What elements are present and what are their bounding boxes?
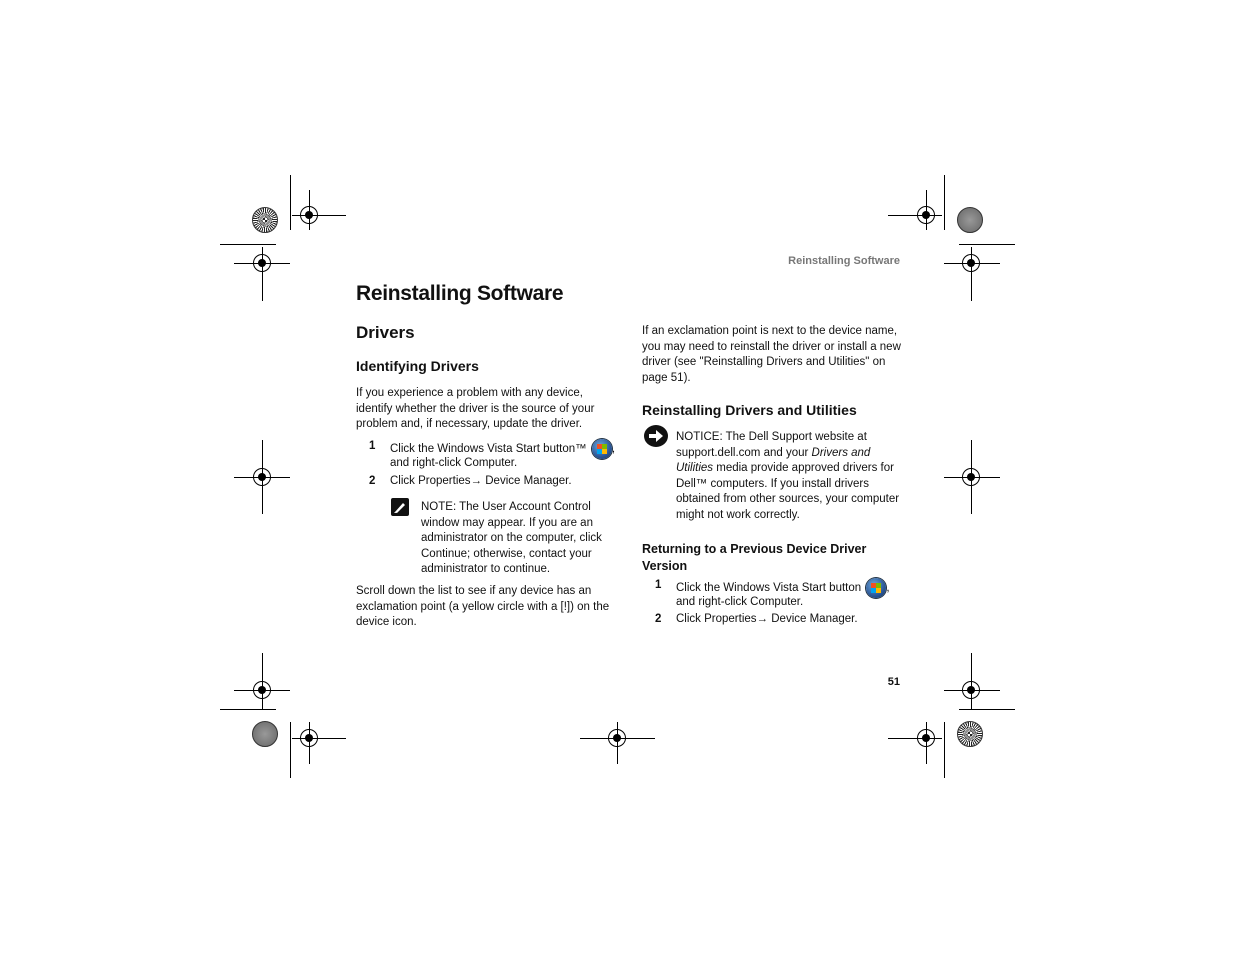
- subheading-line: Returning to a Previous Device Driver: [642, 542, 867, 556]
- star-target-icon: [252, 207, 278, 233]
- notice-text-part: media provide approved drivers for: [713, 462, 894, 474]
- note-pencil-icon: [391, 498, 409, 516]
- scroll-line: Scroll down the list to see if any device has an: [356, 585, 592, 597]
- subheading-returning-driver: [642, 541, 866, 575]
- note-line: [421, 500, 621, 516]
- notice-label: NOTICE:: [676, 431, 723, 443]
- registration-mark-icon: [962, 254, 980, 272]
- arrow-glyph: →: [470, 475, 483, 487]
- star-target-icon: [957, 721, 983, 747]
- media-title-italic: Utilities: [676, 462, 714, 474]
- registration-mark-icon: [253, 254, 271, 272]
- note-line: administrator to continue.: [421, 563, 551, 575]
- intro-paragraph: [356, 386, 616, 433]
- ui-term-computer: Computer: [464, 457, 514, 469]
- intro-line: identify whether the driver is the source of your: [356, 402, 595, 415]
- exclamation-line: driver (see "Reinstalling Drivers and Utilities" on: [642, 356, 886, 368]
- punct: .: [514, 457, 518, 469]
- registration-mark-icon: [962, 681, 980, 699]
- ui-term-continue: Continue: [421, 547, 468, 560]
- step-text: and right-click: [390, 457, 465, 469]
- note-text-part: The: [456, 501, 483, 513]
- subheading-identifying-drivers: Identifying Drivers: [356, 358, 479, 374]
- intro-line: problem and, if necessary, update the driver.: [356, 418, 583, 430]
- notice-line: might not work correctly.: [676, 508, 800, 521]
- step-number: 2: [369, 475, 376, 487]
- arrow-glyph: →: [756, 613, 769, 625]
- scroll-line: exclamation point (a yellow circle with a [!]) on the: [356, 600, 610, 613]
- note-line: window may appear. If you are an: [421, 516, 593, 529]
- notice-line: [676, 461, 906, 477]
- notice-line: [676, 446, 906, 462]
- note-label: NOTE:: [421, 501, 457, 513]
- punct: ,: [886, 582, 890, 595]
- punct: .: [800, 596, 804, 608]
- step-number: 2: [655, 613, 662, 625]
- subheading-line: Version: [642, 559, 688, 573]
- registration-mark-icon: [917, 206, 935, 224]
- notice-arrow-icon: [644, 425, 668, 447]
- star-target-icon: [957, 207, 983, 233]
- scroll-line: device icon.: [356, 616, 417, 628]
- ui-term-device-manager: Device Manager: [482, 475, 569, 487]
- notice-text: [676, 430, 906, 523]
- section-heading-drivers: Drivers: [356, 323, 415, 342]
- punct: .: [568, 475, 572, 487]
- star-target-icon: [252, 721, 278, 747]
- intro-line: If you experience a problem with any device,: [356, 387, 583, 399]
- punct: ,: [611, 443, 616, 456]
- step-number: 1: [655, 579, 662, 591]
- exclamation-line: you may need to reinstall the driver or install a new: [642, 340, 901, 353]
- step-number: 1: [369, 440, 376, 452]
- ui-term-properties: Properties: [418, 475, 471, 487]
- note-line: [421, 547, 621, 563]
- windows-vista-start-icon: [866, 578, 886, 598]
- scroll-paragraph: [356, 584, 621, 631]
- registration-mark-icon: [300, 729, 318, 747]
- step-text: and right-click: [676, 596, 751, 608]
- registration-mark-icon: [300, 206, 318, 224]
- step-text: Click: [390, 475, 419, 487]
- ui-term-properties: Properties: [704, 613, 757, 625]
- exclamation-line: If an exclamation point is next to the device name,: [642, 325, 898, 337]
- page-number: 51: [887, 676, 900, 688]
- registration-mark-icon: [962, 468, 980, 486]
- registration-mark-icon: [253, 681, 271, 699]
- windows-vista-start-icon: [592, 439, 612, 459]
- registration-mark-icon: [917, 729, 935, 747]
- step-2-text: [390, 474, 620, 490]
- media-title-italic: Drivers and: [811, 446, 871, 459]
- registration-mark-icon: [253, 468, 271, 486]
- step-text: Click the Windows Vista Start button™: [390, 443, 587, 456]
- notice-line: obtained from other sources, your computer: [676, 493, 900, 505]
- step-1-text: [390, 439, 620, 472]
- step-1-text: [676, 578, 906, 611]
- page-title: Reinstalling Software: [356, 282, 564, 305]
- punct: .: [854, 613, 858, 625]
- notice-line: Dell™ computers. If you install drivers: [676, 477, 870, 490]
- subheading-reinstalling-drivers: Reinstalling Drivers and Utilities: [642, 402, 857, 418]
- step-text: Click the Windows Vista Start button: [676, 582, 862, 595]
- exclamation-paragraph: [642, 324, 907, 386]
- notice-text-part: The Dell Support website at: [722, 431, 867, 443]
- registration-mark-icon: [608, 729, 626, 747]
- ui-term-device-manager: Device Manager: [768, 613, 855, 625]
- note-text-part: ; otherwise, contact your: [467, 547, 592, 560]
- note-line: administrator on the computer, click: [421, 532, 602, 544]
- notice-line: [676, 430, 906, 446]
- notice-text-part: support.dell.com and your: [676, 446, 812, 459]
- step-2-text: [676, 612, 906, 628]
- ui-term-computer: Computer: [750, 596, 800, 608]
- running-header: Reinstalling Software: [788, 255, 900, 267]
- note-text: [421, 500, 621, 578]
- step-text: Click: [676, 613, 705, 625]
- exclamation-line: page 51).: [642, 371, 691, 384]
- ui-term-user-account-control: User Account Control: [482, 501, 591, 513]
